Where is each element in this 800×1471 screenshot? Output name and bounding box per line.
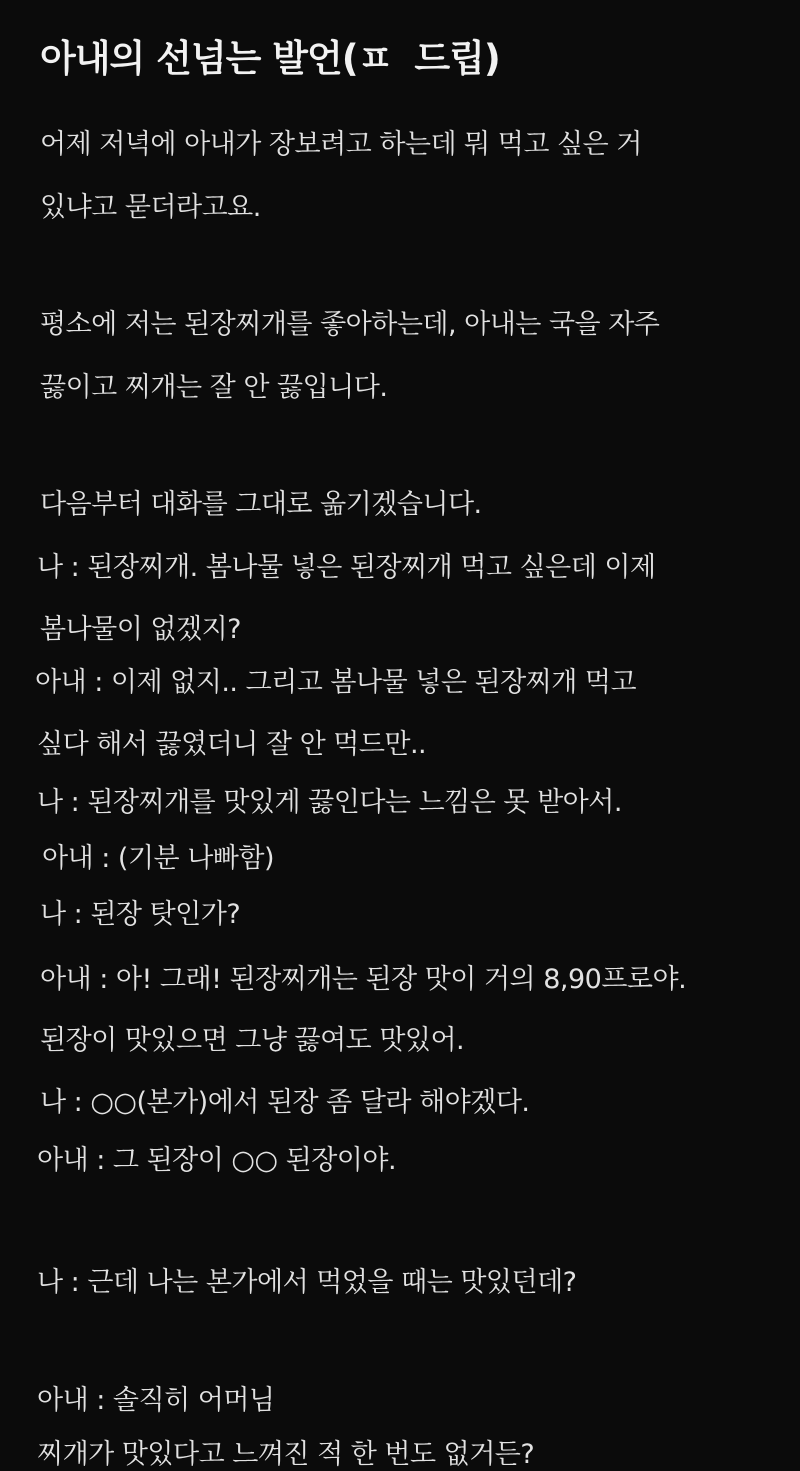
body-line: 나 : 된장 탓인가? [40,899,241,930]
body-line: 나 : 근데 나는 본가에서 먹었을 때는 맛있던데? [37,1267,577,1298]
body-line: 아내 : 솔직히 어머님 [37,1385,275,1416]
body-line: 끓이고 찌개는 잘 안 끓입니다. [40,372,388,403]
post-title [40,28,500,82]
body-line: 된장이 맛있으면 그냥 끓여도 맛있어. [40,1025,465,1056]
body-line: 싶다 해서 끓였더니 잘 안 먹드만.. [37,729,427,760]
post-title-text-end: 드립) [414,37,500,80]
post-title-text: 아내의 선넘는 발언(ㅍ [40,37,393,80]
body-line: 아내 : 이제 없지.. 그리고 봄나물 넣은 된장찌개 먹고 [35,667,637,698]
body-line: 아내 : 아! 그래! 된장찌개는 된장 맛이 거의 8,90프로야. [40,964,687,995]
body-line: 어제 저녁에 아내가 장보려고 하는데 뭐 먹고 싶은 거 [40,129,642,160]
body-line: 아내 : 그 된장이 ○○ 된장이야. [37,1145,397,1176]
body-line: 찌개가 맛있다고 느껴진 적 한 번도 없거든? [37,1439,535,1470]
title-redaction [392,44,414,78]
body-line: 봄나물이 없겠지? [40,614,241,645]
body-line: 나 : ○○(본가)에서 된장 좀 달라 해야겠다. [40,1087,530,1118]
body-line: 아내 : (기분 나빠함) [42,843,274,874]
body-line: 평소에 저는 된장찌개를 좋아하는데, 아내는 국을 자주 [40,309,660,340]
body-line: 나 : 된장찌개. 봄나물 넣은 된장찌개 먹고 싶은데 이제 [37,552,656,583]
body-line: 나 : 된장찌개를 맛있게 끓인다는 느낌은 못 받아서. [37,787,622,818]
body-line: 있냐고 묻더라고요. [40,192,261,223]
body-line: 다음부터 대화를 그대로 옮기겠습니다. [40,489,482,520]
